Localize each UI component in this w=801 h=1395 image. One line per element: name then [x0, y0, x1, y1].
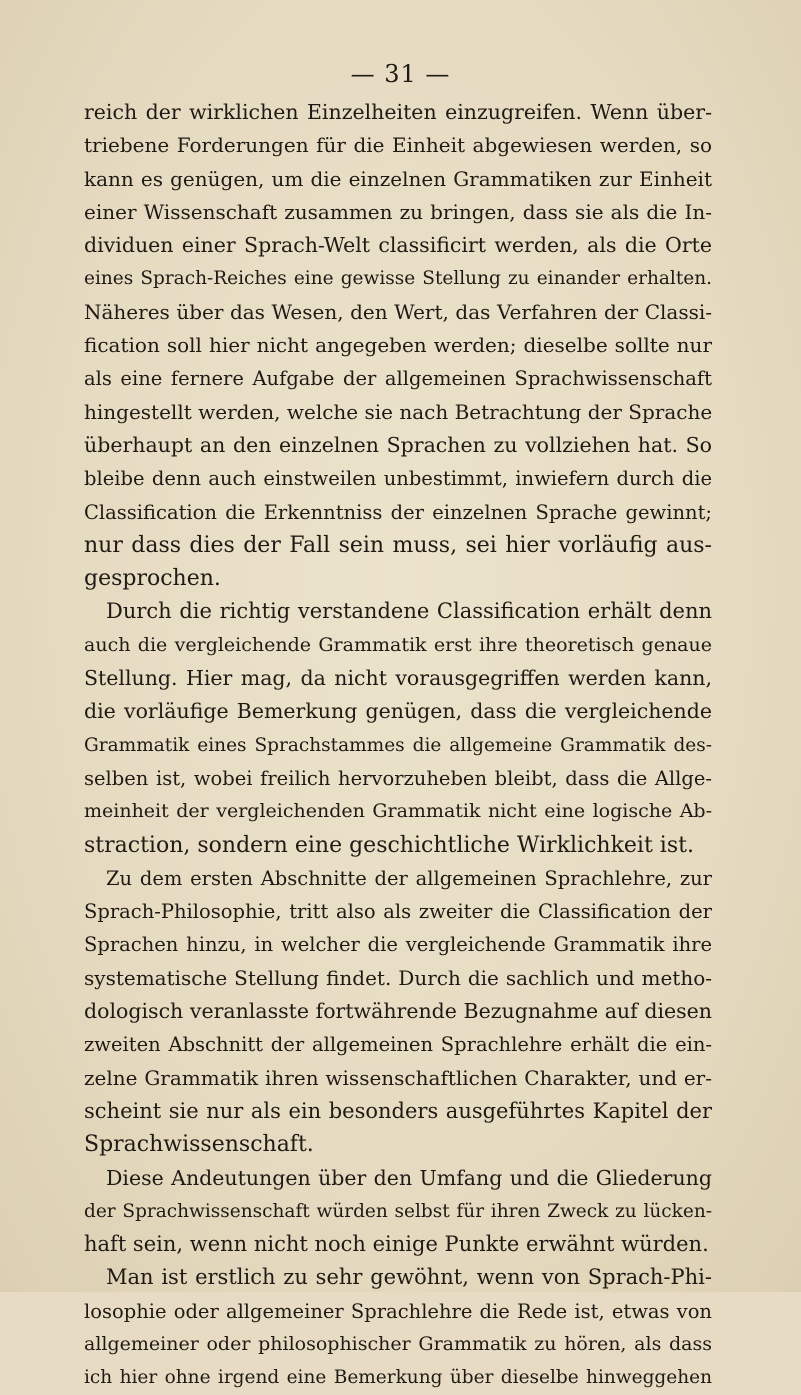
page-number: — 31 —	[350, 60, 451, 88]
text-line: Classification die Erkenntniss der einzelnen Sprache gewinnt;	[84, 500, 712, 524]
text-line: Diese Andeutungen über den Umfang und die Gliederung	[106, 1165, 712, 1190]
text-line: Man ist erstlich zu sehr gewöhnt, wenn von Sprach-Phi-	[106, 1265, 712, 1290]
text-line: eines Sprach-Reiches eine gewisse Stellung zu einander erhalten.	[84, 268, 712, 290]
text-line: reich der wirklichen Einzelheiten einzugreifen. Wenn über-	[84, 100, 712, 124]
text-line: triebene Forderungen für die Einheit abgewiesen werden, so	[84, 133, 712, 158]
text-line: meinheit der vergleichenden Grammatik nicht eine logische Ab-	[84, 800, 712, 823]
text-line: straction, sondern eine geschichtliche Wirklichkeit ist.	[84, 832, 694, 858]
text-line: hingestellt werden, welche sie nach Betrachtung der Sprache	[84, 399, 712, 424]
text-line: kann es genügen, um die einzelnen Grammatiken zur Einheit	[84, 166, 712, 191]
text-line: Sprachwissenschaft.	[84, 1132, 314, 1158]
text-line: nur dass dies der Fall sein muss, sei hier vorläufig aus-	[84, 532, 712, 558]
text-line: der Sprachwissenschaft würden selbst für ihren Zweck zu lücken-	[84, 1200, 712, 1222]
text-line: bleibe denn auch einstweilen unbestimmt, inwiefern durch die	[84, 467, 712, 491]
text-line: allgemeiner oder philosophischer Grammatik zu hören, als dass	[84, 1332, 712, 1355]
text-line: einer Wissenschaft zusammen zu bringen, dass sie als die In-	[84, 199, 712, 224]
text-line: systematische Stellung findet. Durch die sachlich und metho-	[84, 965, 712, 990]
text-line: fication soll hier nicht angegeben werden; dieselbe sollte nur	[84, 333, 712, 358]
text-line: zelne Grammatik ihren wissenschaftlichen Charakter, und er-	[84, 1065, 712, 1090]
text-line: überhaupt an den einzelnen Sprachen zu vollziehen hat. So	[84, 432, 712, 457]
text-line: Näheres über das Wesen, den Wert, das Verfahren der Classi-	[84, 299, 712, 324]
text-line: gesprochen.	[84, 566, 221, 592]
text-line: als eine fernere Aufgabe der allgemeinen Sprachwissenschaft	[84, 367, 712, 391]
text-line: dologisch veranlasste fortwährende Bezugnahme auf diesen	[84, 999, 712, 1024]
text-line: ich hier ohne irgend eine Bemerkung über dieselbe hinweggehen	[84, 1367, 712, 1389]
text-line: auch die vergleichende Grammatik erst ihre theoretisch genaue	[84, 633, 712, 656]
body-text	[84, 96, 712, 1395]
text-line: losophie oder allgemeiner Sprachlehre die Rede ist, etwas von	[84, 1299, 712, 1323]
text-line: haft sein, wenn nicht noch einige Punkte erwähnt würden.	[84, 1232, 709, 1257]
text-line: Sprach-Philosophie, tritt also als zweiter die Classification der	[84, 900, 712, 924]
text-line: selben ist, wobei freilich hervorzuheben bleibt, dass die Allge-	[84, 766, 712, 790]
text-line: Durch die richtig verstandene Classification erhält denn	[106, 599, 712, 624]
text-line: die vorläufige Bemerkung genügen, dass die vergleichende	[84, 699, 712, 724]
text-line: Sprachen hinzu, in welcher die vergleichende Grammatik ihre	[84, 933, 712, 957]
text-line: dividuen einer Sprach-Welt classificirt werden, als die Orte	[84, 233, 712, 258]
text-line: scheint sie nur als ein besonders ausgeführtes Kapitel der	[84, 1098, 712, 1123]
text-line: Stellung. Hier mag, da nicht vorausgegriffen werden kann,	[84, 666, 712, 691]
text-line: Zu dem ersten Abschnitte der allgemeinen Sprachlehre, zur	[106, 866, 712, 890]
text-line: zweiten Abschnitt der allgemeinen Sprachlehre erhält die ein-	[84, 1033, 712, 1057]
text-line: Grammatik eines Sprachstammes die allgemeine Grammatik des-	[84, 734, 712, 756]
